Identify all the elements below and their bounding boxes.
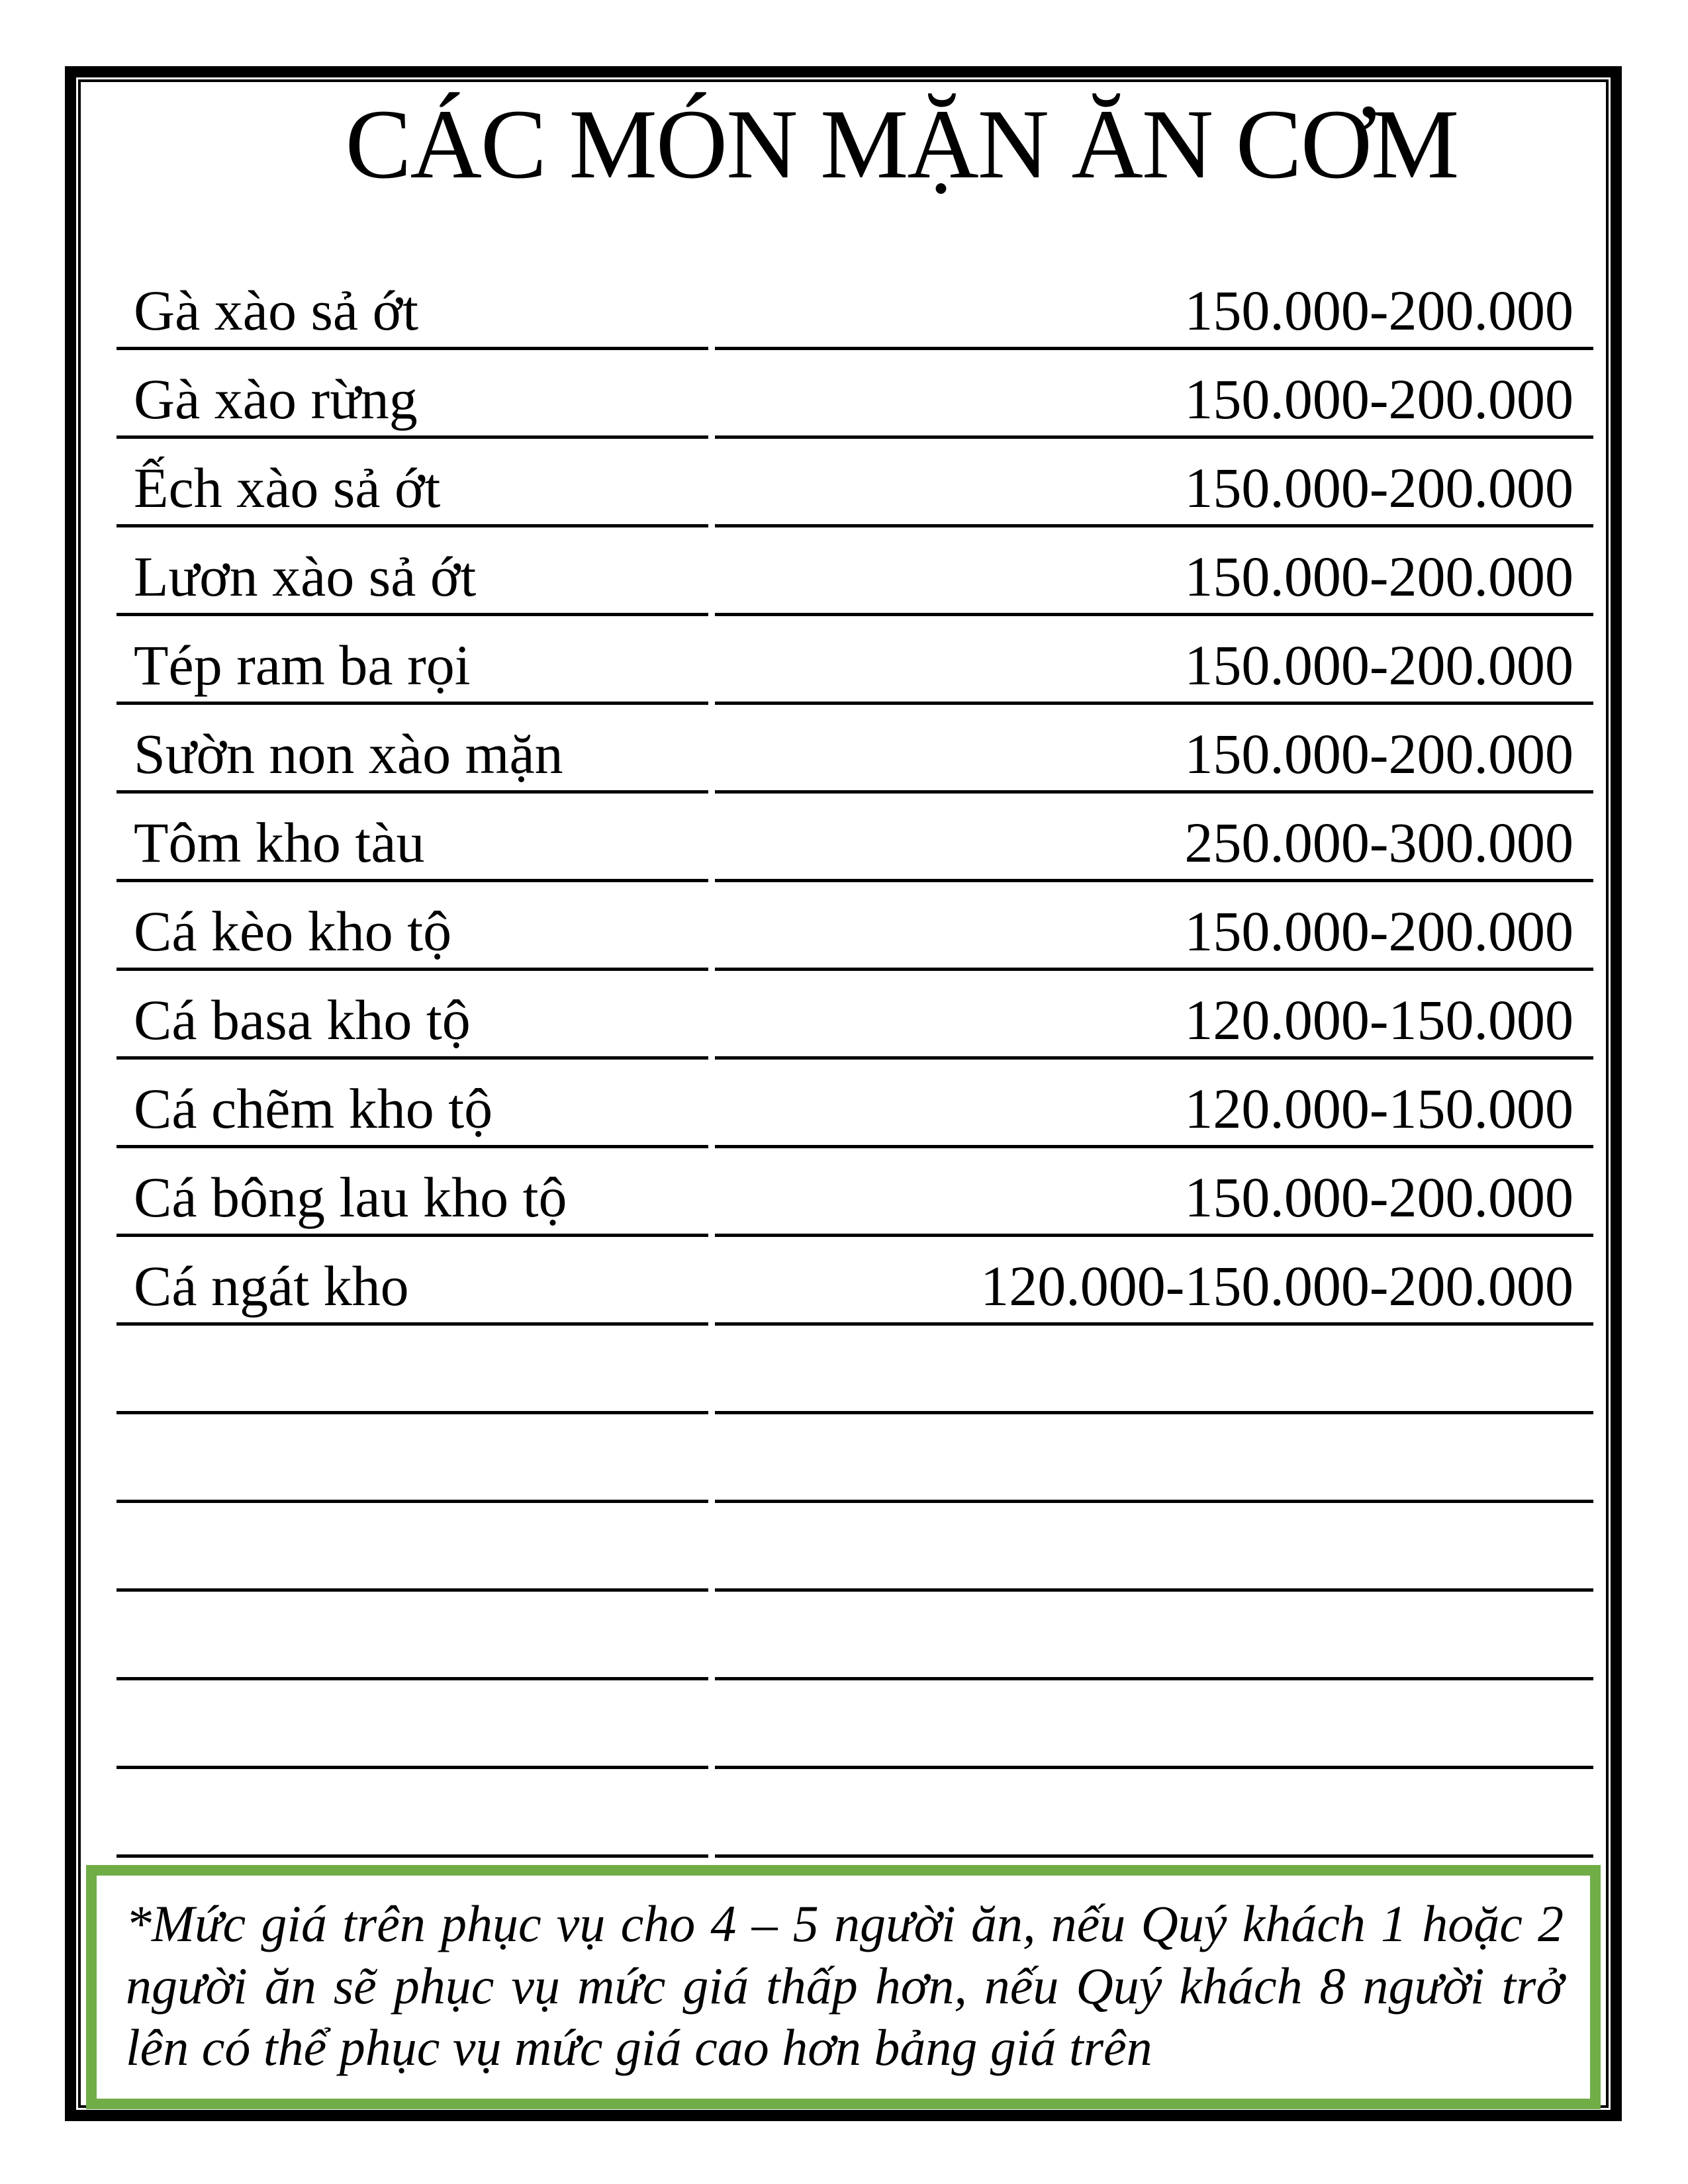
page-inner-border xyxy=(78,79,1609,2108)
item-price-cell: 120.000-150.000-200.000 xyxy=(715,1237,1593,1326)
empty-menu-row xyxy=(117,1592,1593,1680)
empty-menu-row xyxy=(117,1326,1593,1414)
menu-row xyxy=(117,350,1593,439)
item-price-cell: 150.000-200.000 xyxy=(715,350,1593,439)
empty-price-cell xyxy=(715,1592,1593,1680)
menu-row xyxy=(117,439,1593,527)
page-border xyxy=(65,66,1622,2121)
menu-row xyxy=(117,794,1593,882)
item-name-cell: Tôm kho tàu xyxy=(117,794,708,882)
empty-price-cell xyxy=(715,1680,1593,1769)
empty-price-cell xyxy=(715,1769,1593,1858)
empty-price-cell xyxy=(715,1326,1593,1414)
item-name-cell: Sườn non xào mặn xyxy=(117,705,708,794)
item-price-cell: 150.000-200.000 xyxy=(715,616,1593,705)
item-price-cell: 150.000-200.000 xyxy=(715,882,1593,971)
item-name-cell: Cá kèo kho tộ xyxy=(117,882,708,971)
item-price-cell: 150.000-200.000 xyxy=(715,705,1593,794)
item-name-cell: Tép ram ba rọi xyxy=(117,616,708,705)
menu-title: CÁC MÓN MẶN ĂN CƠM xyxy=(345,89,1458,199)
note-box xyxy=(86,1865,1601,2109)
empty-name-cell xyxy=(117,1769,708,1858)
menu-row xyxy=(117,261,1593,350)
menu-table xyxy=(110,261,1600,1858)
item-price-cell: 150.000-200.000 xyxy=(715,527,1593,616)
menu-table-body xyxy=(117,261,1593,1858)
empty-name-cell xyxy=(117,1326,708,1414)
item-name-cell: Gà xào rừng xyxy=(117,350,708,439)
empty-menu-row xyxy=(117,1769,1593,1858)
empty-name-cell xyxy=(117,1414,708,1503)
item-price-cell: 150.000-200.000 xyxy=(715,261,1593,350)
note-text: *Mức giá trên phục vụ cho 4 – 5 người ăn, nếu Quý khách 1 hoặc 2 người ăn sẽ phục vụ mức giá thấp hơn, nếu Quý khách 8 người trở lên có thể phục vụ mức giá cao hơn bảng giá trên xyxy=(126,1895,1564,2077)
item-price-cell: 120.000-150.000 xyxy=(715,1060,1593,1148)
item-price-cell: 150.000-200.000 xyxy=(715,1148,1593,1237)
menu-row xyxy=(117,1060,1593,1148)
empty-price-cell xyxy=(715,1414,1593,1503)
empty-menu-row xyxy=(117,1414,1593,1503)
item-price-cell: 250.000-300.000 xyxy=(715,794,1593,882)
menu-row xyxy=(117,1148,1593,1237)
menu-row xyxy=(117,527,1593,616)
item-price-cell: 150.000-200.000 xyxy=(715,439,1593,527)
empty-name-cell xyxy=(117,1503,708,1592)
item-name-cell: Ếch xào sả ớt xyxy=(117,439,708,527)
empty-menu-row xyxy=(117,1680,1593,1769)
menu-row xyxy=(117,882,1593,971)
item-name-cell: Lươn xào sả ớt xyxy=(117,527,708,616)
item-name-cell: Gà xào sả ớt xyxy=(117,261,708,350)
menu-row xyxy=(117,971,1593,1060)
item-price-cell: 120.000-150.000 xyxy=(715,971,1593,1060)
empty-name-cell xyxy=(117,1680,708,1769)
menu-row xyxy=(117,1237,1593,1326)
menu-row xyxy=(117,616,1593,705)
menu-row xyxy=(117,705,1593,794)
item-name-cell: Cá ngát kho xyxy=(117,1237,708,1326)
empty-name-cell xyxy=(117,1592,708,1680)
item-name-cell: Cá chẽm kho tộ xyxy=(117,1060,708,1148)
item-name-cell: Cá basa kho tộ xyxy=(117,971,708,1060)
item-name-cell: Cá bông lau kho tộ xyxy=(117,1148,708,1237)
empty-menu-row xyxy=(117,1503,1593,1592)
empty-price-cell xyxy=(715,1503,1593,1592)
